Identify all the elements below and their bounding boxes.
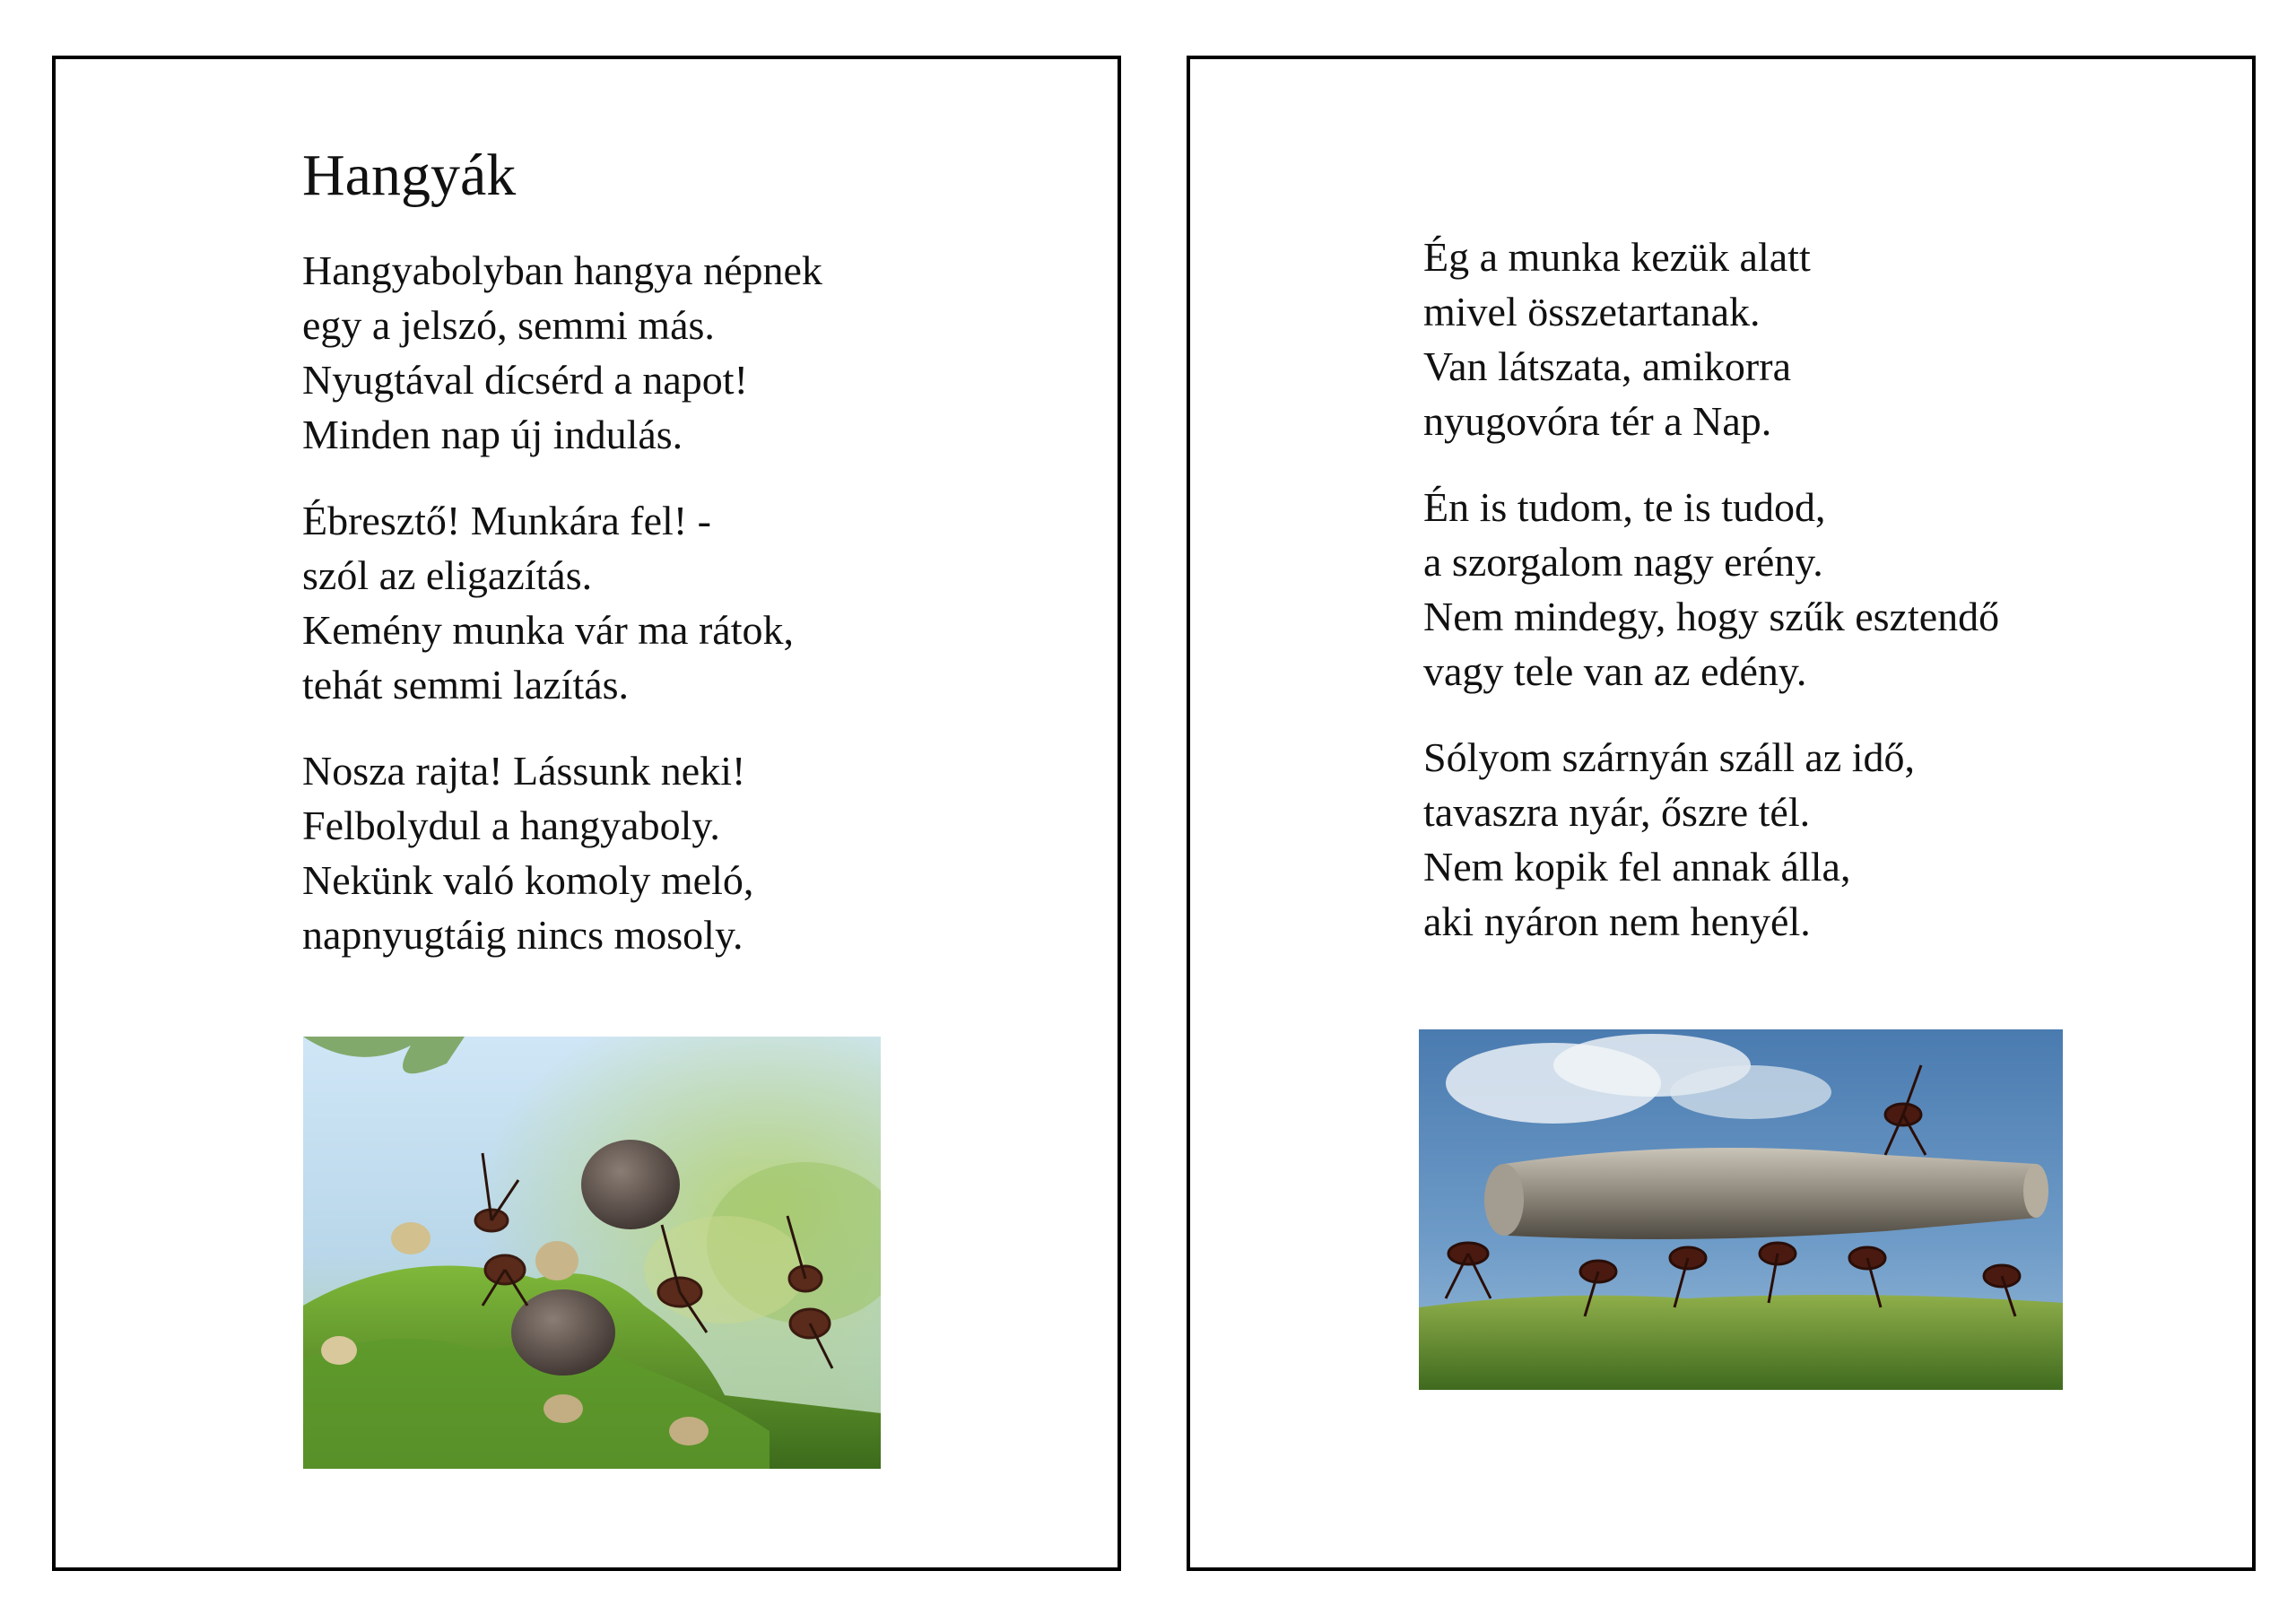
poem-line: Nem mindegy, hogy szűk esztendő bbox=[1423, 594, 2000, 639]
ants-with-seeds-photo bbox=[303, 1037, 881, 1469]
ants-carrying-log-photo bbox=[1419, 1029, 2063, 1390]
poem-line: egy a jelszó, semmi más. bbox=[302, 302, 715, 348]
poem-line: vagy tele van az edény. bbox=[1423, 648, 1807, 694]
stanza bbox=[1423, 230, 1811, 448]
stanza bbox=[302, 743, 753, 962]
poem-line: Van látszata, amikorra bbox=[1423, 343, 1791, 389]
poem-line: aki nyáron nem henyél. bbox=[1423, 898, 1811, 944]
stanza bbox=[302, 493, 794, 712]
poem-title: Hangyák bbox=[302, 143, 517, 208]
poem-line: Minden nap új indulás. bbox=[302, 412, 683, 457]
poem-line: szól az eligazítás. bbox=[302, 552, 593, 598]
poem-line: mivel összetartanak. bbox=[1423, 289, 1761, 334]
poem-line: Nosza rajta! Lássunk neki! bbox=[302, 748, 746, 794]
poem-line: Felbolydul a hangyaboly. bbox=[302, 803, 720, 848]
poem-line: napnyugtáig nincs mosoly. bbox=[302, 912, 744, 958]
stanza bbox=[302, 243, 822, 462]
poem-line: Ég a munka kezük alatt bbox=[1423, 234, 1811, 280]
poem-page-right bbox=[1187, 56, 2256, 1571]
stanza bbox=[1423, 480, 1999, 699]
poem-line: Hangyabolyban hangya népnek bbox=[302, 247, 822, 293]
poem-line: Kemény munka vár ma rátok, bbox=[302, 607, 794, 653]
poem-line: tehát semmi lazítás. bbox=[302, 662, 630, 707]
poem-line: Ébresztő! Munkára fel! - bbox=[302, 498, 711, 543]
poem-line: tavaszra nyár, őszre tél. bbox=[1423, 789, 1811, 835]
poem-line: Nekünk való komoly meló, bbox=[302, 857, 754, 903]
poem-line: a szorgalom nagy erény. bbox=[1423, 539, 1823, 585]
poem-line: Én is tudom, te is tudod, bbox=[1423, 484, 1826, 530]
poem-line: nyugovóra tér a Nap. bbox=[1423, 398, 1772, 444]
stanza bbox=[1423, 730, 1915, 949]
poem-line: Sólyom szárnyán száll az idő, bbox=[1423, 734, 1916, 780]
poem-page-left bbox=[52, 56, 1121, 1571]
poem-line: Nyugtával dícsérd a napot! bbox=[302, 357, 748, 403]
poem-line: Nem kopik fel annak álla, bbox=[1423, 844, 1851, 890]
